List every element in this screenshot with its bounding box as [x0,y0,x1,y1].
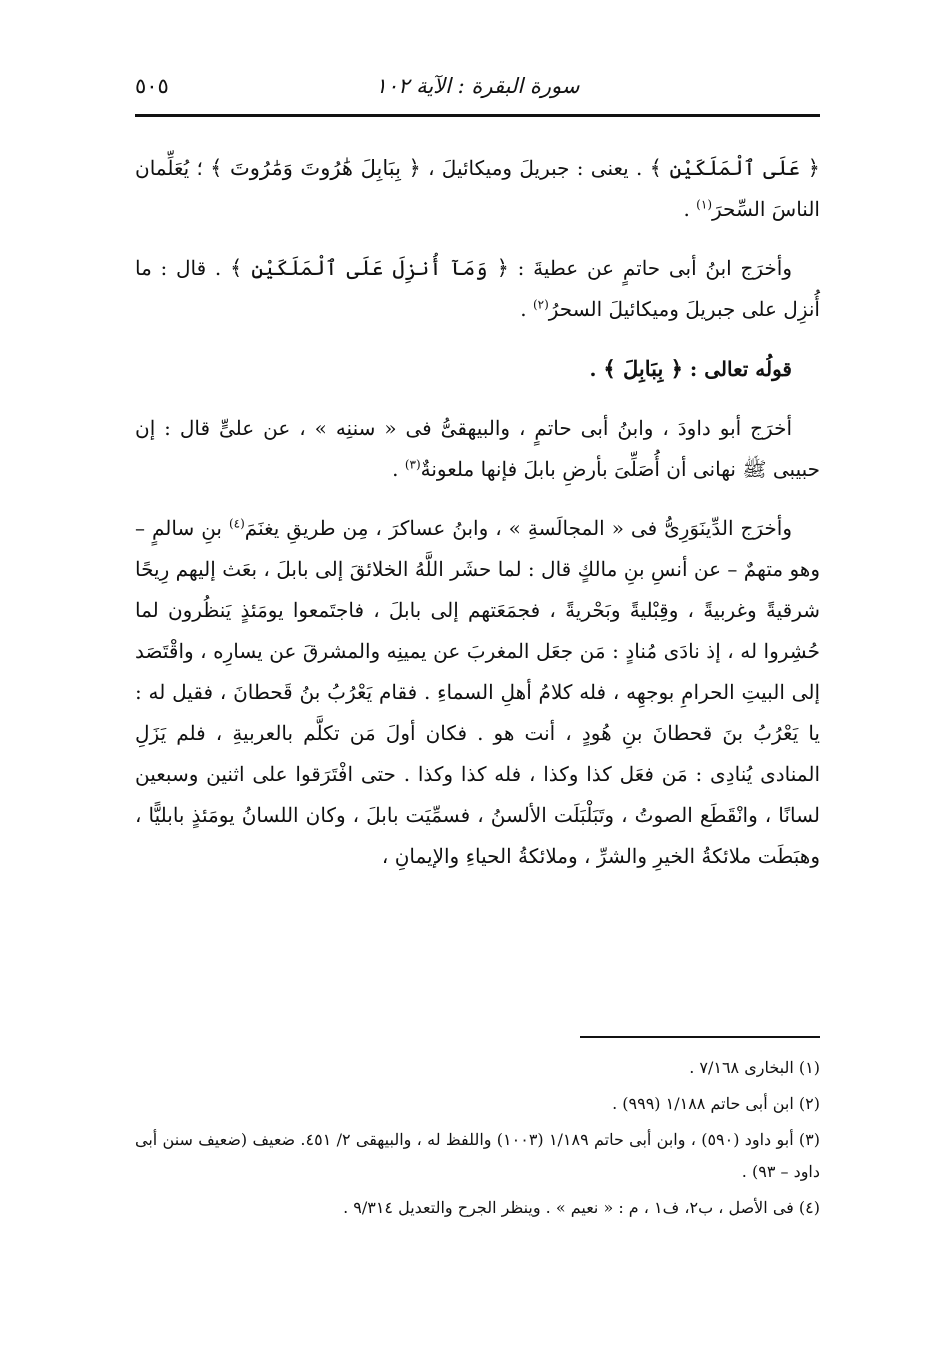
text-run: . [589,357,604,381]
text-run: ؛ يُعَلِّمان الناسَ السِّحرَ [135,156,820,221]
running-title: سورة البقرة : الآية ١٠٢ [375,74,580,98]
footnote-3: (٣) أبو داود (٥٩٠) ، وابن أبى حاتم ١/١٨٩ (١٠٠٣) واللفظ له ، والبيهقى ٢/ ٤٥١. ضعيف (ضعيف سنن أبى داود – ٩٣) . [135,1130,821,1181]
section-heading [135,348,820,390]
text-run: أخرَج أبو داودَ ، وابنُ أبى حاتمٍ ، والبيهقىُّ فى « سننِه » ، عن علىٍّ قال : إن حبيبى ﷺ نهانى أن أُصَلِّىَ بأرضِ بابلَ فإنها ملعونةٌ [135,416,820,481]
page-header [135,70,820,106]
paragraph-1 [135,148,820,230]
footnotes [135,1052,820,1228]
paragraph-4 [135,408,820,490]
text-run: وأخرَج ابنُ أبى حاتمٍ عن عطيةَ : [508,256,792,280]
text-run: . [392,457,405,481]
footnote-ref-4[interactable]: (٤) [228,516,245,531]
quran-quote: ﴿ بِبَابِلَ ﴾ [603,356,683,381]
text-run: . [520,297,533,321]
quran-quote: ﴿ وَمَآ أُنزِلَ عَلَى ٱلْمَلَكَيْنِ ﴾ [229,256,509,280]
page-number: ٥٠٥ [135,74,169,98]
text-run: وأخرَج الدِّينَوَرِىُّ فى « المجالَسةِ » ، وابنُ عساكرَ ، مِن طريقِ يغنَمَ [244,516,792,540]
paragraph-2 [135,248,820,330]
text-run: . [683,197,697,221]
header-rule [135,114,820,117]
heading-text: قولُه تعالى : [682,357,792,381]
footnote-ref-2[interactable]: (٢) [532,297,549,312]
text-run: بنِ سالمٍ – وهو متهمٌ – عن أنسِ بنِ مالكٍ قال : لما حشَر اللَّهُ الخلائقَ إلى بابلَ ، بعَث إليهم رِيحًا شرقيةً وغربيةً ، وقِبْليةً وبَحْريةً ، فجمَعَتهم إلى بابلَ ، فاجتَمعوا يومَئذٍ يَنظُرون لما حُشِروا له ، إذ نادَى مُنادٍ : مَن جعَل المغربَ عن يمينِه والمشرقَ عن يسارِه ، واقْتَصَد إلى البيتِ الحرامِ بوجهِه ، فله كلامُ أهلِ السماءِ . فقام يَعْرُبُ بنُ قَحطانَ ، فقيل له : يا يَعْرُبُ بنَ قحطانَ بنِ هُودٍ ، أنت هو . فكان أولَ مَن تكلَّم بالعربيةِ ، فلم يَزَلِ المنادى يُنادِى : مَن فعَل كذا وكذا ، فله كذا وكذا . حتى افْتَرَقوا على اثنين وسبعين لسانًا ، وانْقَطَع الصوتُ ، وتَبَلْبَلَت الألسنُ ، فسمِّيَت بابلَ ، وكان اللسانُ يومَئذٍ بابليًّا ، وهبَطَت ملائكةُ الخيرِ والشرِّ ، وملائكةُ الحياءِ والإيمانِ ، [135,516,820,868]
text-run: . قال : ما أُنزِل على جبريلَ وميكائيلَ السحرُ [135,256,820,321]
footnote-rule [580,1036,820,1038]
quran-quote: ﴿ بِبَابِلَ هَٰرُوتَ وَمَٰرُوتَ ﴾ [210,156,421,180]
footnote-2: (٢) ابن أبى حاتم ١/١٨٨ (٩٩٩) . [612,1094,820,1113]
footnote-ref-1[interactable]: (١) [696,197,712,212]
footnote-1: (١) البخارى ٧/١٦٨ . [689,1058,820,1077]
text-run: . يعنى : جبريلَ وميكائيلَ ، [420,156,650,180]
main-text [135,148,820,895]
footnote-ref-3[interactable]: (٣) [404,457,421,472]
paragraph-5 [135,508,820,877]
footnote-4: (٤) فى الأصل ، ب٢، ف١ ، م : « نعيم » . وينظر الجرح والتعديل ٩/٣١٤ . [343,1198,820,1217]
quran-quote: ﴿ عَلَى ٱلْمَلَكَيْنِ ﴾ [649,156,820,180]
